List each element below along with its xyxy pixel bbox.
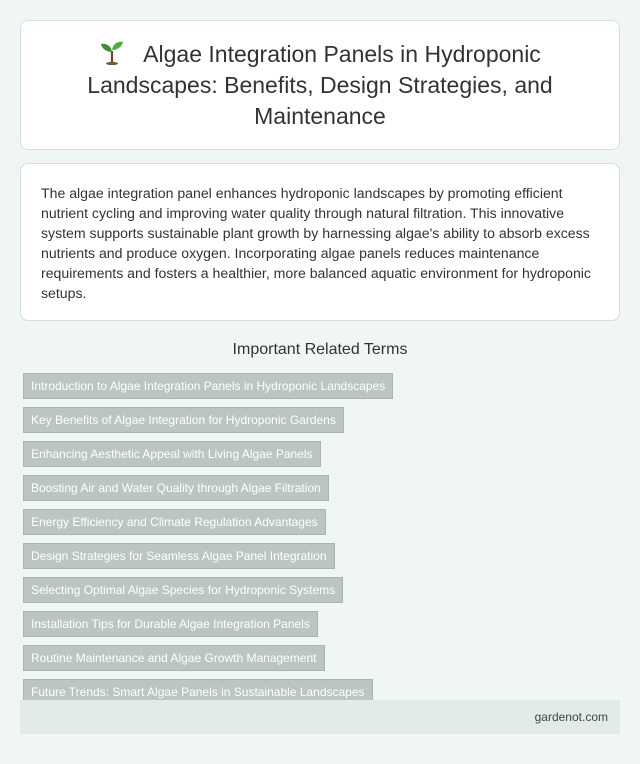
related-term-link[interactable]: Selecting Optimal Algae Species for Hydroponic Systems — [23, 577, 343, 603]
related-term-link[interactable]: Energy Efficiency and Climate Regulation Advantages — [23, 509, 326, 535]
related-term-link[interactable]: Future Trends: Smart Algae Panels in Sustainable Landscapes — [23, 679, 373, 705]
page-title — [61, 39, 579, 132]
title-card — [20, 20, 620, 150]
title-text: Algae Integration Panels in Hydroponic Landscapes: Benefits, Design Strategies, and Maintenance — [87, 40, 553, 129]
related-term-link[interactable]: Enhancing Aesthetic Appeal with Living Algae Panels — [23, 441, 321, 467]
footer — [20, 700, 620, 734]
sprout-icon — [99, 39, 125, 65]
related-term-link[interactable]: Design Strategies for Seamless Algae Panel Integration — [23, 543, 335, 569]
related-term-link[interactable]: Installation Tips for Durable Algae Integration Panels — [23, 611, 318, 637]
related-term-link[interactable]: Routine Maintenance and Algae Growth Management — [23, 645, 325, 671]
related-term-link[interactable]: Boosting Air and Water Quality through Algae Filtration — [23, 475, 329, 501]
site-name[interactable]: gardenot.com — [534, 710, 608, 724]
related-terms-list — [23, 373, 617, 713]
description-card — [20, 163, 620, 321]
description-text: The algae integration panel enhances hydroponic landscapes by promoting efficient nutrient cycling and improving water quality through natural filtration. This innovative system supports sustainable plant growth by harnessing algae's ability to absorb excess nutrients and produce oxygen. Incorporating algae panels reduces maintenance requirements and fosters a healthier, more balanced aquatic environment for hydroponic setups. — [41, 185, 591, 301]
related-term-link[interactable]: Introduction to Algae Integration Panels in Hydroponic Landscapes — [23, 373, 393, 399]
related-terms-heading: Important Related Terms — [232, 341, 408, 358]
related-term-link[interactable]: Key Benefits of Algae Integration for Hydroponic Gardens — [23, 407, 344, 433]
